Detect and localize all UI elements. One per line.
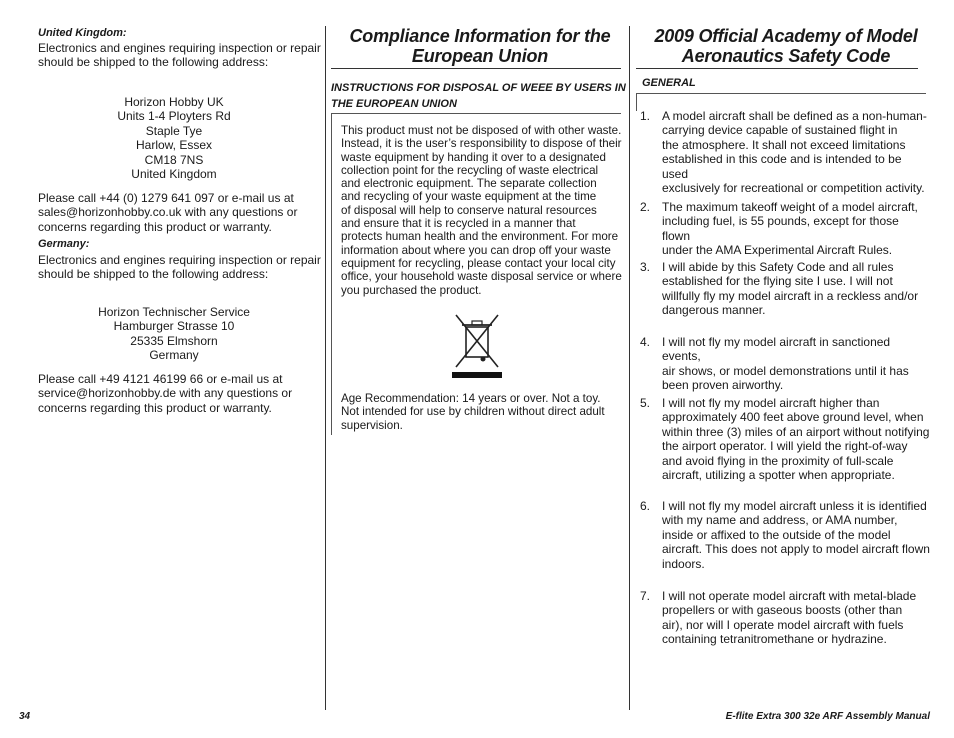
safety-rule-number: 6. [640,499,651,513]
ama-safety-title: 2009 Official Academy of Model Aeronautics Safety Code [654,26,918,66]
ama-title-rule [636,68,918,69]
safety-rule-text: I will not fly my model aircraft unless it is identified with my name and address, or AMA number, inside or affixed to the outside of the model aircraft. This does not apply to model aircraft flown indoors. [662,499,930,571]
compliance-title: Compliance Information for the European Union [349,26,611,66]
germany-contact: Please call +49 4121 46199 66 or e-mail us at service@horizonhobby.de with any questions or concerns regarding this product or warranty. [38,372,293,415]
safety-rule-number: 3. [640,260,651,274]
age-recommendation: Age Recommendation: 14 years or over. Not a toy. Not intended for use by children without direct adult supervision. [341,392,605,432]
germany-address: Horizon Technischer Service Hamburger Strasse 10 25335 Elmshorn Germany [98,305,250,363]
safety-rule-number: 5. [640,396,651,410]
safety-rule-number: 2. [640,200,651,214]
crossed-out-wheelie-bin-icon [452,313,502,378]
germany-heading: Germany: [38,238,90,250]
page-number: 34 [19,711,31,722]
safety-rule-text: I will abide by this Safety Code and all rules established for the flying site I use. I will not willfully fly my model aircraft in a reckless and/or dangerous manner. [662,260,919,318]
safety-rule-text: I will not fly my model aircraft in sanctioned events, air shows, or model demonstrations until it has been proven airworthy. [662,335,909,393]
weee-subheading: INSTRUCTIONS FOR DISPOSAL OF WEEE BY USERS IN THE EUROPEAN UNION [331,82,626,110]
safety-rule-text: I will not operate model aircraft with metal-blade propellers or with gaseous boosts (other than air), nor will I operate model aircraft with fuels containing tetranitromethane or hydrazine. [662,589,917,647]
safety-rule-text: The maximum takeoff weight of a model aircraft, including fuel, is 55 pounds, except for those flown under the AMA Experimental Aircraft Rules. [662,200,918,258]
uk-intro: Electronics and engines requiring inspection or repair should be shipped to the following address: [38,41,321,70]
uk-heading: United Kingdom: [38,27,127,39]
safety-rule-number: 1. [640,109,651,123]
weee-body: This product must not be disposed of with other waste. Instead, it is the user’s responsibility to dispose of their waste equipment by handing it over to a designated collection point for the recycling of waste electrical and electronic equipment. The separate collection and recycling of your waste equipment at the time of disposal will help to conserve natural resources and ensure that it is recycled in a manner that protects human health and the environment. For more information about where you can drop off your waste equipment for recycling, please contact your local city office, your household waste disposal service or where you purchased the product. [341,124,622,297]
uk-contact: Please call +44 (0) 1279 641 097 or e-mail us at sales@horizonhobby.co.uk with any questions or concerns regarding this product or warranty. [38,191,298,234]
safety-rule-number: 4. [640,335,651,349]
weee-subheading-rule [331,113,621,114]
general-box-left-rule [636,93,637,111]
general-subheading-rule [636,93,926,94]
uk-address: Horizon Hobby UK Units 1-4 Ployters Rd Staple Tye Harlow, Essex CM18 7NS United Kingdom [117,95,231,182]
general-subheading: GENERAL [642,77,696,89]
column-divider-right [629,26,630,710]
safety-rule-number: 7. [640,589,651,603]
safety-rule-text: I will not fly my model aircraft higher than approximately 400 feet above ground level, when within three (3) miles of an airport without notifying the airport operator. I will yield the right-of-way and avoid flying in the proximity of full-scale aircraft, utilizing a spotter when appropriate. [662,396,930,483]
column-divider-left [325,26,326,710]
germany-intro: Electronics and engines requiring inspection or repair should be shipped to the following address: [38,253,321,282]
compliance-title-rule [331,68,621,69]
weee-box-left-rule [331,113,332,435]
safety-rule-text: A model aircraft shall be defined as a non-human- carrying device capable of sustained flight in the atmosphere. It shall not exceed limitations established in this code and is intended to be used exclusively for recreational or competition activity. [662,109,927,196]
manual-title: E-flite Extra 300 32e ARF Assembly Manual [725,711,930,722]
